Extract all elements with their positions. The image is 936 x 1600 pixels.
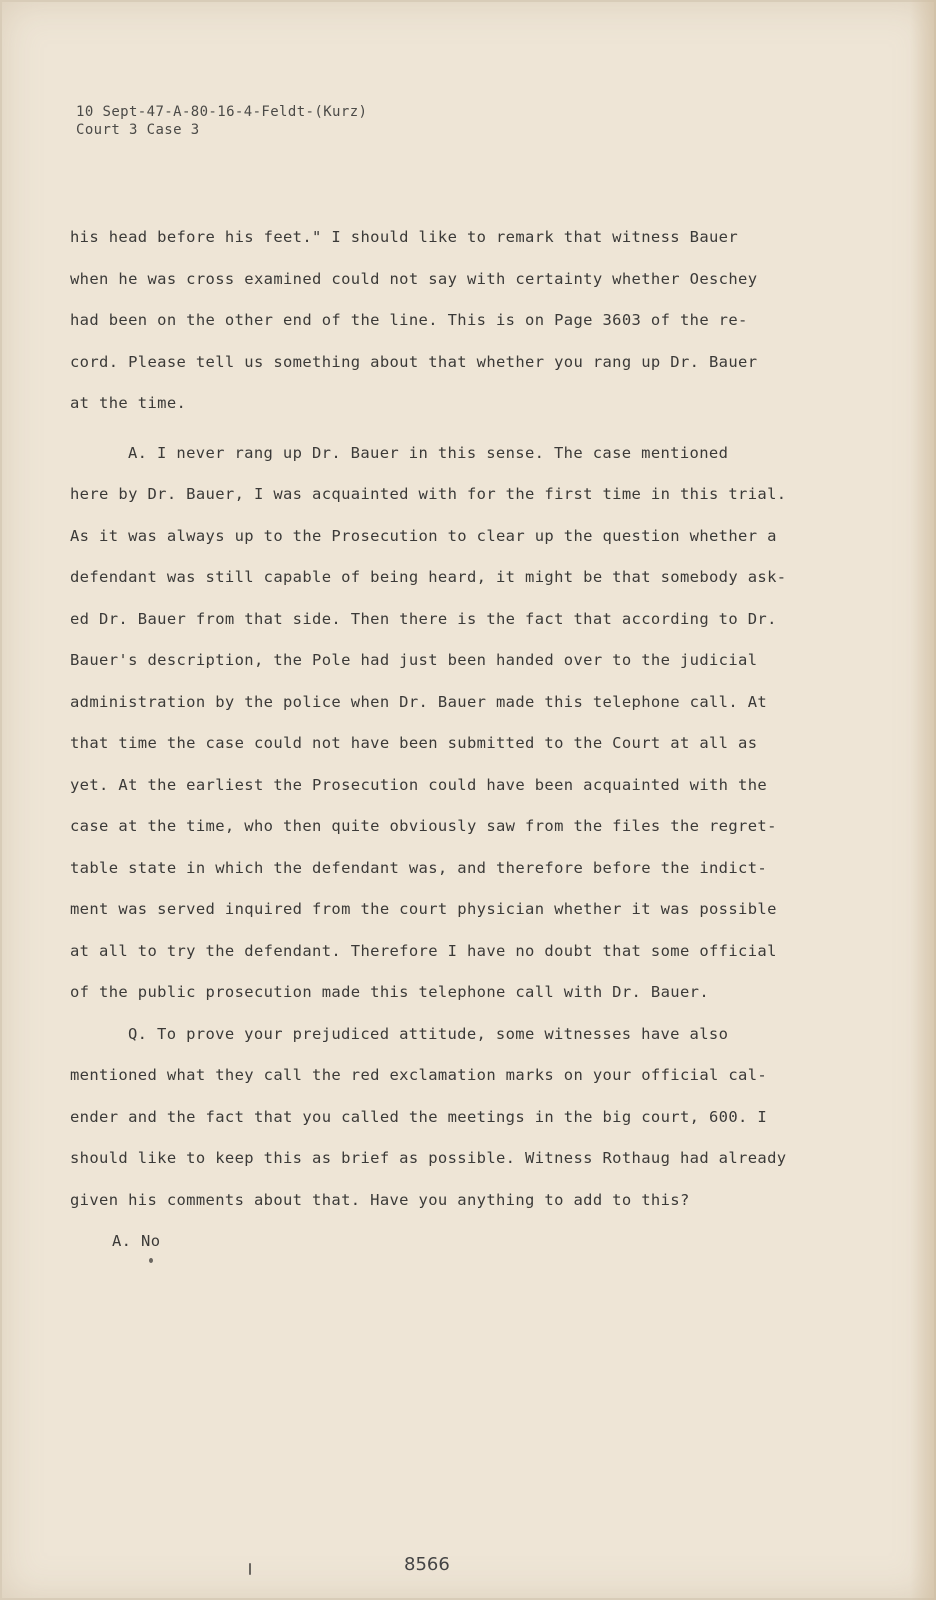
text-line: given his comments about that. Have you anything to add to this? — [70, 1190, 690, 1209]
text-line: should like to keep this as brief as possible. Witness Rothaug had already — [70, 1149, 787, 1167]
text-line: of the public prosecution made this telephone call with Dr. Bauer. — [70, 983, 709, 1001]
transcript-paragraph-short-answer — [70, 1221, 825, 1263]
text-line: had been on the other end of the line. This is on Page 3603 of the re- — [70, 311, 748, 329]
text-line: A. I never rang up Dr. Bauer in this sense. The case mentioned — [128, 443, 729, 462]
text-line: administration by the police when Dr. Bauer made this telephone call. At — [70, 692, 768, 711]
paper-speck — [149, 1258, 153, 1263]
text-line: ender and the fact that you called the meetings in the big court, 600. I — [70, 1107, 768, 1126]
text-line: cord. Please tell us something about that whether you rang up Dr. Bauer — [70, 352, 758, 371]
text-line: when he was cross examined could not say with certainty whether Oeschey — [70, 269, 758, 288]
text-line: at all to try the defendant. Therefore I have no doubt that some official — [70, 941, 777, 960]
transcript-paragraph-question-continuation — [70, 217, 825, 425]
transcript-paragraph-answer — [70, 433, 825, 1014]
text-line: here by Dr. Bauer, I was acquainted with for the first time in this trial. — [70, 485, 787, 503]
transcript-paragraph-question — [70, 1014, 825, 1222]
text-line: that time the case could not have been submitted to the Court at all as — [70, 734, 758, 752]
text-line: As it was always up to the Prosecution to clear up the question whether a — [70, 526, 777, 545]
transcript-body — [70, 217, 825, 1263]
text-line: Q. To prove your prejudiced attitude, some witnesses have also — [128, 1024, 729, 1043]
header-reference-line: 10 Sept-47-A-80-16-4-Feldt-(Kurz) — [76, 104, 368, 120]
page-number: 8566 — [404, 1554, 450, 1575]
text-line: mentioned what they call the red exclamation marks on your official cal- — [70, 1066, 768, 1084]
header-court-case-line: Court 3 Case 3 — [76, 122, 200, 138]
document-header — [76, 103, 367, 139]
text-line: ed Dr. Bauer from that side. Then there is the fact that according to Dr. — [70, 609, 777, 628]
text-line: yet. At the earliest the Prosecution could have been acquainted with the — [70, 775, 768, 794]
text-line: case at the time, who then quite obviously saw from the files the regret- — [70, 817, 777, 835]
text-line: his head before his feet." I should like to remark that witness Bauer — [70, 228, 739, 246]
paper-edge-shading — [910, 0, 936, 1600]
text-line: table state in which the defendant was, and therefore before the indict- — [70, 858, 768, 877]
text-line: A. No — [112, 1232, 161, 1250]
text-line: defendant was still capable of being heard, it might be that somebody ask- — [70, 568, 787, 586]
paper-speck — [249, 1563, 251, 1575]
text-line: at the time. — [70, 394, 187, 412]
text-line: Bauer's description, the Pole had just been handed over to the judicial — [70, 651, 758, 669]
text-line: ment was served inquired from the court physician whether it was possible — [70, 900, 777, 918]
